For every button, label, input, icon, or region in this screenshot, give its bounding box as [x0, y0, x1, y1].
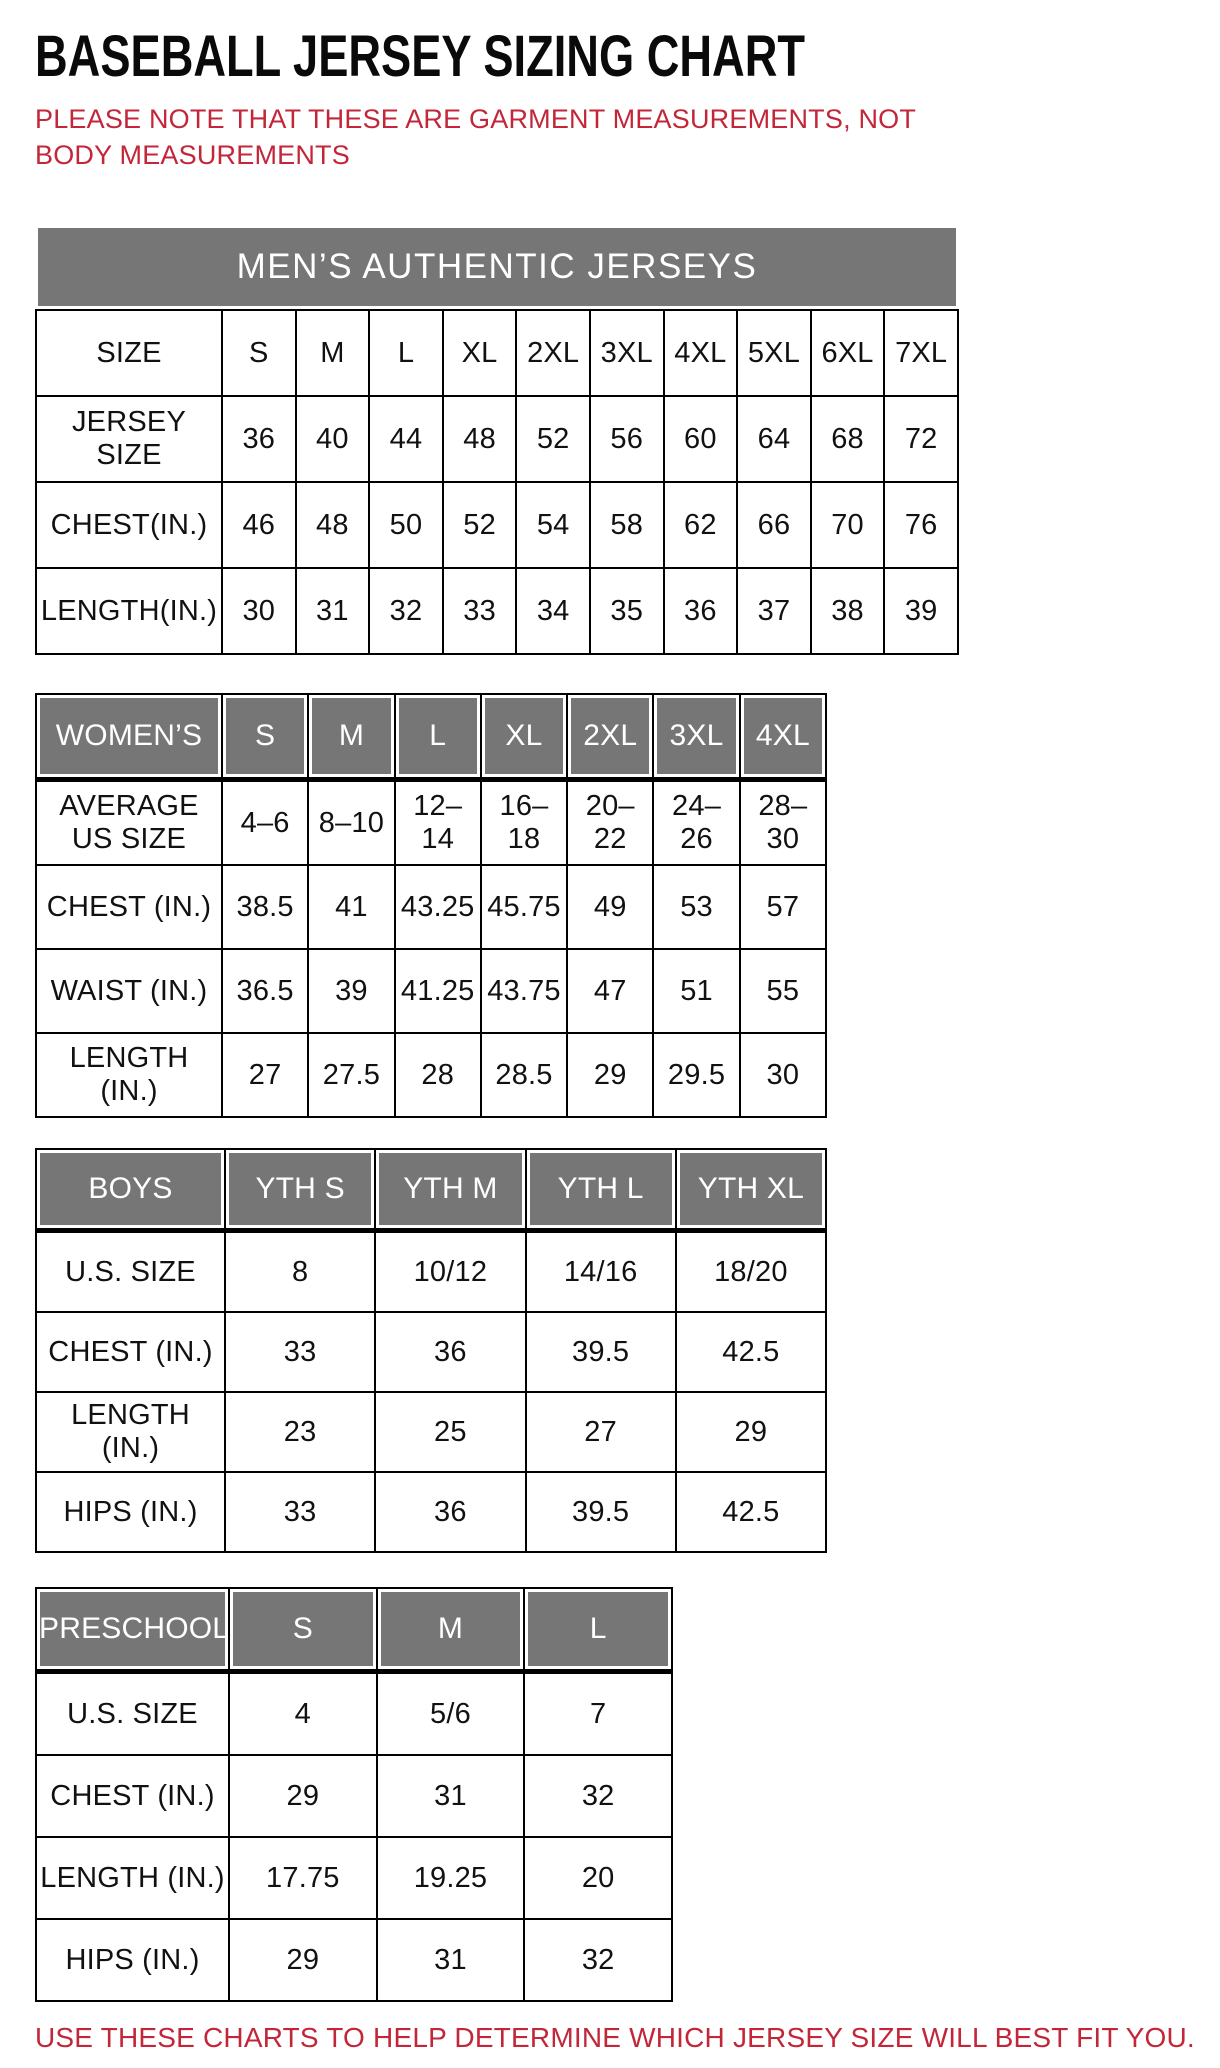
- mens-table-row: [36, 396, 958, 482]
- size-value-cell: 19.25: [377, 1837, 525, 1919]
- size-value-cell: 5/6: [377, 1672, 525, 1756]
- womens-header-row: [36, 694, 826, 780]
- size-value-cell: 29.5: [653, 1033, 739, 1117]
- size-value-cell: 42.5: [676, 1472, 826, 1552]
- boys-header-cell: YTH M: [375, 1149, 525, 1231]
- size-value-cell: 17.75: [229, 1837, 377, 1919]
- womens-header-cell: M: [308, 694, 394, 780]
- preschool-table-block: [35, 1587, 1185, 2002]
- preschool-table-row: [36, 1837, 672, 1919]
- size-value-cell: 29: [229, 1919, 377, 2001]
- size-value-cell: 39: [308, 949, 394, 1033]
- row-label: LENGTH (IN.): [36, 1033, 222, 1117]
- row-label: LENGTH (IN.): [36, 1837, 229, 1919]
- row-label: WAIST (IN.): [36, 949, 222, 1033]
- size-value-cell: 62: [664, 482, 738, 568]
- size-value-cell: 30: [222, 568, 296, 654]
- mens-table-row: [36, 568, 958, 654]
- row-label: U.S. SIZE: [36, 1672, 229, 1756]
- size-value-cell: 18/20: [676, 1231, 826, 1313]
- size-value-cell: 32: [369, 568, 443, 654]
- boys-table-row: [36, 1472, 826, 1552]
- size-value-cell: 29: [567, 1033, 653, 1117]
- size-value-cell: 43.75: [481, 949, 567, 1033]
- boys-size-table: [35, 1148, 827, 1553]
- mens-header-cell: 6XL: [811, 310, 885, 396]
- size-value-cell: 38: [811, 568, 885, 654]
- size-value-cell: 4–6: [222, 780, 308, 866]
- mens-header-cell: 2XL: [516, 310, 590, 396]
- mens-table-block: [35, 225, 1185, 655]
- size-value-cell: 52: [516, 396, 590, 482]
- size-value-cell: 44: [369, 396, 443, 482]
- mens-header-cell: 5XL: [737, 310, 811, 396]
- row-label: JERSEY SIZE: [36, 396, 222, 482]
- size-value-cell: 35: [590, 568, 664, 654]
- preschool-header-label: PRESCHOOL: [36, 1588, 229, 1672]
- size-value-cell: 28.5: [481, 1033, 567, 1117]
- womens-header-cell: S: [222, 694, 308, 780]
- size-value-cell: 37: [737, 568, 811, 654]
- size-value-cell: 30: [740, 1033, 826, 1117]
- size-value-cell: 55: [740, 949, 826, 1033]
- size-value-cell: 36: [222, 396, 296, 482]
- page-title: BASEBALL JERSEY SIZING CHART: [35, 24, 806, 89]
- size-value-cell: 36: [375, 1472, 525, 1552]
- womens-header-label: WOMEN’S: [36, 694, 222, 780]
- row-label: HIPS (IN.): [36, 1919, 229, 2001]
- row-label: CHEST (IN.): [36, 1312, 225, 1392]
- preschool-size-table: [35, 1587, 673, 2002]
- size-value-cell: 56: [590, 396, 664, 482]
- size-value-cell: 4: [229, 1672, 377, 1756]
- size-value-cell: 53: [653, 865, 739, 949]
- womens-header-cell: 3XL: [653, 694, 739, 780]
- preschool-header-cell: M: [377, 1588, 525, 1672]
- row-label: LENGTH (IN.): [36, 1392, 225, 1472]
- size-value-cell: 47: [567, 949, 653, 1033]
- mens-header-label: SIZE: [36, 310, 222, 396]
- size-value-cell: 31: [377, 1755, 525, 1837]
- mens-table-row: [36, 482, 958, 568]
- size-value-cell: 40: [296, 396, 370, 482]
- preschool-header-cell: S: [229, 1588, 377, 1672]
- womens-header-cell: 4XL: [740, 694, 826, 780]
- mens-banner: MEN’S AUTHENTIC JERSEYS: [35, 225, 959, 309]
- size-value-cell: 31: [377, 1919, 525, 2001]
- size-value-cell: 54: [516, 482, 590, 568]
- mens-header-cell: L: [369, 310, 443, 396]
- size-value-cell: 39: [884, 568, 958, 654]
- size-value-cell: 39.5: [526, 1472, 676, 1552]
- size-value-cell: 28: [395, 1033, 481, 1117]
- preschool-table-row: [36, 1672, 672, 1756]
- womens-table-row: [36, 865, 826, 949]
- size-value-cell: 24–26: [653, 780, 739, 866]
- size-value-cell: 20: [524, 1837, 672, 1919]
- womens-table-row: [36, 949, 826, 1033]
- size-value-cell: 14/16: [526, 1231, 676, 1313]
- size-value-cell: 64: [737, 396, 811, 482]
- mens-size-table: [35, 309, 959, 655]
- mens-header-cell: 7XL: [884, 310, 958, 396]
- size-value-cell: 36.5: [222, 949, 308, 1033]
- size-value-cell: 72: [884, 396, 958, 482]
- size-value-cell: 66: [737, 482, 811, 568]
- size-value-cell: 27: [526, 1392, 676, 1472]
- row-label: AVERAGE US SIZE: [36, 780, 222, 866]
- size-value-cell: 52: [443, 482, 517, 568]
- row-label: HIPS (IN.): [36, 1472, 225, 1552]
- size-value-cell: 41: [308, 865, 394, 949]
- preschool-header-cell: L: [524, 1588, 672, 1672]
- boys-header-cell: YTH S: [225, 1149, 375, 1231]
- size-value-cell: 25: [375, 1392, 525, 1472]
- womens-size-table: [35, 693, 827, 1118]
- size-value-cell: 31: [296, 568, 370, 654]
- size-value-cell: 42.5: [676, 1312, 826, 1392]
- size-value-cell: 51: [653, 949, 739, 1033]
- garment-measurement-note: PLEASE NOTE THAT THESE ARE GARMENT MEASUREMENTS, NOT BODY MEASUREMENTS: [35, 104, 916, 170]
- boys-table-row: [36, 1231, 826, 1313]
- size-value-cell: 70: [811, 482, 885, 568]
- size-value-cell: 33: [225, 1472, 375, 1552]
- size-tables-container: [35, 225, 1185, 2002]
- womens-header-cell: L: [395, 694, 481, 780]
- boys-table-block: [35, 1148, 1185, 1553]
- size-value-cell: 16–18: [481, 780, 567, 866]
- row-label: CHEST (IN.): [36, 1755, 229, 1837]
- size-value-cell: 41.25: [395, 949, 481, 1033]
- size-value-cell: 48: [443, 396, 517, 482]
- size-value-cell: 29: [676, 1392, 826, 1472]
- size-value-cell: 27: [222, 1033, 308, 1117]
- size-value-cell: 38.5: [222, 865, 308, 949]
- mens-header-cell: S: [222, 310, 296, 396]
- row-label: CHEST (IN.): [36, 865, 222, 949]
- boys-header-cell: YTH L: [526, 1149, 676, 1231]
- size-value-cell: 60: [664, 396, 738, 482]
- boys-header-cell: YTH XL: [676, 1149, 826, 1231]
- preschool-table-row: [36, 1755, 672, 1837]
- size-value-cell: 46: [222, 482, 296, 568]
- size-value-cell: 68: [811, 396, 885, 482]
- boys-header-row: [36, 1149, 826, 1231]
- size-value-cell: 50: [369, 482, 443, 568]
- womens-header-cell: XL: [481, 694, 567, 780]
- row-label: U.S. SIZE: [36, 1231, 225, 1313]
- mens-header-cell: M: [296, 310, 370, 396]
- size-value-cell: 27.5: [308, 1033, 394, 1117]
- size-value-cell: 36: [664, 568, 738, 654]
- size-value-cell: 32: [524, 1919, 672, 2001]
- size-value-cell: 39.5: [526, 1312, 676, 1392]
- mens-header-cell: 4XL: [664, 310, 738, 396]
- size-value-cell: 76: [884, 482, 958, 568]
- size-value-cell: 33: [443, 568, 517, 654]
- size-value-cell: 8–10: [308, 780, 394, 866]
- womens-table-row: [36, 1033, 826, 1117]
- size-value-cell: 8: [225, 1231, 375, 1313]
- size-value-cell: 45.75: [481, 865, 567, 949]
- size-value-cell: 49: [567, 865, 653, 949]
- footer-note: USE THESE CHARTS TO HELP DETERMINE WHICH JERSEY SIZE WILL BEST FIT YOU.: [35, 2022, 1195, 2054]
- mens-header-row: [36, 310, 958, 396]
- size-value-cell: 43.25: [395, 865, 481, 949]
- size-value-cell: 29: [229, 1755, 377, 1837]
- size-value-cell: 58: [590, 482, 664, 568]
- preschool-header-row: [36, 1588, 672, 1672]
- size-value-cell: 7: [524, 1672, 672, 1756]
- row-label: CHEST(IN.): [36, 482, 222, 568]
- mens-header-cell: 3XL: [590, 310, 664, 396]
- boys-table-row: [36, 1392, 826, 1472]
- size-value-cell: 33: [225, 1312, 375, 1392]
- size-value-cell: 12–14: [395, 780, 481, 866]
- boys-table-row: [36, 1312, 826, 1392]
- row-label: LENGTH(IN.): [36, 568, 222, 654]
- size-value-cell: 28–30: [740, 780, 826, 866]
- size-value-cell: 48: [296, 482, 370, 568]
- womens-table-block: [35, 693, 1185, 1118]
- womens-table-row: [36, 780, 826, 866]
- mens-header-cell: XL: [443, 310, 517, 396]
- size-value-cell: 57: [740, 865, 826, 949]
- size-value-cell: 34: [516, 568, 590, 654]
- size-value-cell: 10/12: [375, 1231, 525, 1313]
- womens-header-cell: 2XL: [567, 694, 653, 780]
- preschool-table-row: [36, 1919, 672, 2001]
- boys-header-label: BOYS: [36, 1149, 225, 1231]
- size-value-cell: 32: [524, 1755, 672, 1837]
- size-value-cell: 36: [375, 1312, 525, 1392]
- size-value-cell: 20–22: [567, 780, 653, 866]
- size-value-cell: 23: [225, 1392, 375, 1472]
